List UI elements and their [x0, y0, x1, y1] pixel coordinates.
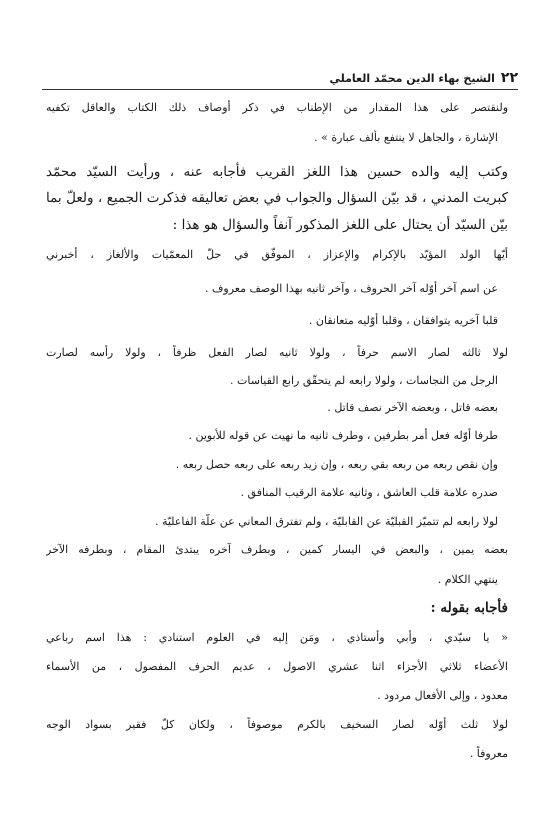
text-line: بعضه يمين ، والبعض في اليسار كمين ، وبطرف آخره يبتدئ المقام ، وبطرفه الآخر [46, 543, 508, 556]
text-line: قلبا آخريه يتوافقان ، وقلبا أوّليه متعانقان . [308, 314, 498, 327]
text-line: طرفا أوّله فعل أمر بطرفين ، وطرف ثانيه ما نهيت عن قوله للأبوين . [188, 429, 498, 442]
text-line: وكتب إليه والده حسين هذا اللغز القريب فأجابه عنه ، ورأيت السيّد محمّد [46, 164, 508, 180]
text-line: معدود ، وإلى الأفعال مردود . [377, 689, 508, 702]
header-rule [42, 89, 518, 90]
text-line: وإن نقص ربعه من ربعه بقي ربعه ، وإن زيد ربعه على ربعه حصل ربعه . [175, 458, 498, 471]
text-line: بعضه قاتل ، وبعضه الآخر نصف قاتل . [327, 401, 498, 414]
text-line: الأعضاء ثلاثي الأجزاء اثنا عشري الاصول ، عديم الحرف المفصول ، من الأسماء [46, 660, 508, 673]
page-number: ٢٢ [500, 70, 518, 86]
text-line: لولا رابعه لم تتميّز القبليّة عن القابليّة ، ولم تفترق المعاني عن علّة الفاعليّة . [154, 515, 498, 528]
running-header [42, 70, 518, 90]
text-line: لولا ثلث أوّله لصار السخيف بالكرم موصوفاً ، ولكان كلّ فقير بسواد الوجه [46, 718, 508, 731]
text-line: ولنقتصر على هذا المقدار من الإطناب في ذكر أوصاف ذلك الكتاب والعاقل تكفيه [46, 101, 508, 114]
text-line: لولا ثالثه لصار الاسم حرفاً ، ولولا ثانيه لصار الفعل ظرفاً ، ولولا رأسه لصارت [46, 346, 508, 359]
text-line: الرجل من النجاسات ، ولولا رابعه لم يتحقّق رابع القياسات . [230, 374, 498, 387]
text-line: « يا سيّدي ، وأبي وأُستاذي ، ومَن إليه في العلوم استنادي : هذا اسم رباعي [46, 631, 508, 644]
text-line: ينتهي الكلام . [437, 573, 498, 586]
text-line: عن اسم آخر أوّله آخر الحروف ، وآخر ثانيه بهذا الوصف معروف . [205, 282, 498, 295]
text-line: كبريت المدني ، قد بيّن السؤال والجواب في بعض تعاليقه فذكرت الجميع ، ولعلّ بما [46, 190, 508, 206]
running-title: الشيخ بهاء الدين محمّد العاملي [329, 72, 495, 85]
text-line: معروفاً . [469, 747, 508, 760]
text-line: صدره علامة قلب العاشق ، وثانيه علامة الرقيب المنافق . [240, 486, 498, 499]
section-heading: فأجابه بقوله : [430, 600, 508, 616]
text-line: أيّها الولد المؤيّد بالإكرام والإعزاز ، الموفّق في حلّ المعمّيات والألغاز ، أخبرني [46, 248, 508, 261]
text-line: الإشارة ، والجاهل لا ينتفع بألف عبارة » . [314, 131, 498, 144]
text-line: بيّن السيّد أن يحتال على اللغز المذكور آنفاً والسؤال هو هذا : [172, 217, 508, 233]
